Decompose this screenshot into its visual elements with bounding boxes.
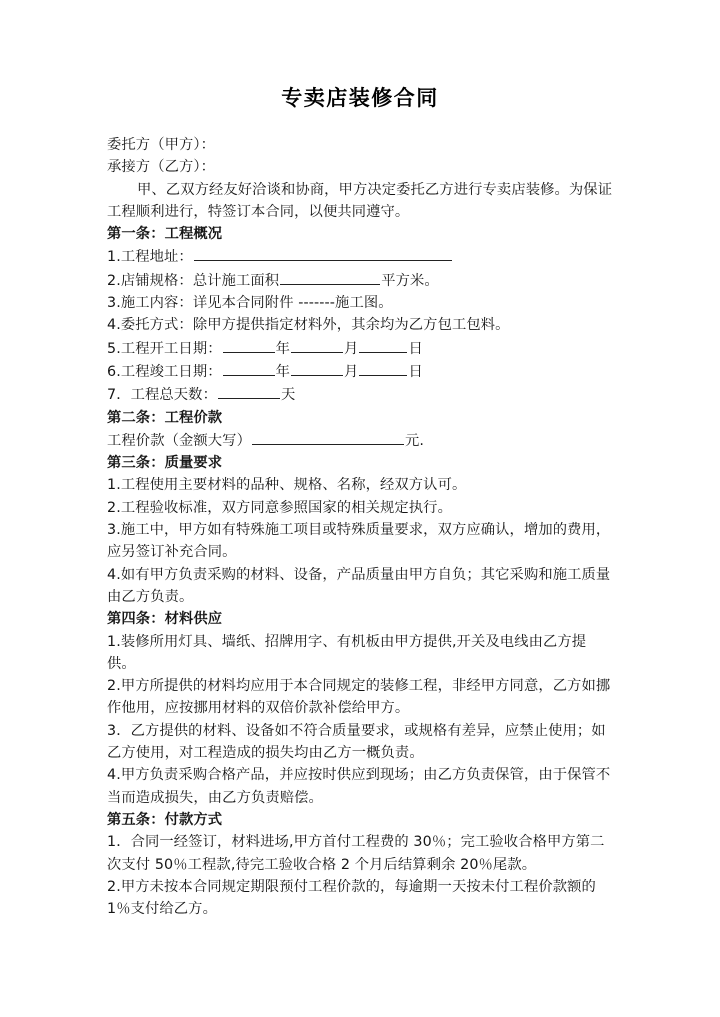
- start-month-blank[interactable]: [291, 337, 343, 353]
- item-label: 6.工程竣工日期：: [107, 363, 222, 380]
- party-b-line: 承接方（乙方）：: [107, 159, 216, 176]
- preamble-paragraph: 甲、乙双方经友好洽谈和协商，甲方决定委托乙方进行专卖店装修。为保证工程顺利进行，特签订本合同，以便共同遵守。: [107, 181, 613, 220]
- total-days-blank[interactable]: [218, 383, 280, 399]
- item-label: 5.工程开工日期：: [107, 340, 222, 357]
- start-day-blank[interactable]: [359, 337, 407, 353]
- section-2-heading: 第二条：工程价款: [107, 409, 223, 426]
- section-3-heading: 第三条：质量要求: [107, 455, 223, 472]
- year-label: 年: [275, 340, 291, 357]
- party-a-line: 委托方（甲方）：: [107, 137, 216, 153]
- day-label: 日: [408, 340, 423, 357]
- item-label: 1.工程地址：: [107, 249, 193, 266]
- section-1: [107, 223, 613, 406]
- section-3-item-3: 3.施工中，甲方如有特殊施工项目或特殊质量要求，双方应确认，增加的费用，应另签订补充合同。: [107, 522, 611, 561]
- section-5: [107, 809, 613, 920]
- section-1-item-5: [107, 337, 613, 360]
- price-blank[interactable]: [252, 429, 404, 445]
- page-title: 专卖店装修合同: [281, 86, 439, 110]
- end-day-blank[interactable]: [359, 360, 407, 376]
- item-suffix: 元.: [404, 432, 425, 449]
- section-1-item-2: [107, 269, 613, 292]
- section-4-item-1: 1.装修所用灯具、墙纸、招牌用字、有机板由甲方提供,开关及电线由乙方提供。: [107, 633, 587, 672]
- section-1-item-3: 3.施工内容：详见本合同附件 -------施工图。: [107, 295, 393, 312]
- section-1-item-4: 4.委托方式：除甲方提供指定材料外，其余均为乙方包工包料。: [107, 317, 510, 334]
- section-1-heading: 第一条：工程概况: [107, 226, 223, 243]
- section-4-heading: 第四条：材料供应: [107, 611, 223, 628]
- section-2: [107, 407, 613, 453]
- end-month-blank[interactable]: [291, 360, 343, 376]
- area-blank[interactable]: [280, 269, 380, 285]
- section-1-item-6: [107, 360, 613, 383]
- start-year-blank[interactable]: [223, 337, 275, 353]
- section-3-item-2: 2.工程验收标准，双方同意参照国家的相关规定执行。: [107, 499, 452, 516]
- month-label: 月: [344, 340, 359, 357]
- year-label: 年: [275, 363, 291, 380]
- section-4-item-4: 4.甲方负责采购合格产品，并应按时供应到现场；由乙方负责保管，由于保管不当而造成损失，由乙方负责赔偿。: [107, 767, 611, 806]
- section-3-item-4: 4.如有甲方负责采购的材料、设备，产品质量由甲方自负；其它采购和施工质量由乙方负责。: [107, 566, 611, 605]
- section-5-item-1: 1．合同一经签订，材料进场,甲方首付工程费的 30％；完工验收合格甲方第二次支付 50％工程款,待完工验收合格 2 个月后结算剩余 20％尾款。: [107, 834, 605, 873]
- item-label: 工程价款（金额大写）: [107, 432, 251, 449]
- section-1-item-7: [107, 383, 613, 406]
- item-suffix: 天: [280, 387, 296, 404]
- section-5-item-2: 2.甲方未按本合同规定期限预付工程价款的，每逾期一天按未付工程价款额的 1％支付给乙方。: [107, 878, 596, 918]
- item-suffix: 平方米。: [381, 272, 439, 289]
- month-label: 月: [344, 363, 359, 380]
- section-4-item-2: 2.甲方所提供的材料均应用于本合同规定的装修工程，非经甲方同意，乙方如挪作他用，应按挪用材料的双倍价款补偿给甲方。: [107, 678, 611, 717]
- address-blank[interactable]: [194, 245, 452, 261]
- parties-block: [107, 134, 613, 223]
- section-3-item-1: 1.工程使用主要材料的品种、规格、名称，经双方认可。: [107, 477, 467, 494]
- item-label: 2.店铺规格：总计施工面积: [107, 272, 280, 289]
- section-2-item-1: [107, 429, 613, 452]
- document-body: [107, 0, 613, 920]
- section-3: [107, 452, 613, 608]
- day-label: 日: [408, 363, 423, 380]
- section-4: [107, 608, 613, 809]
- end-year-blank[interactable]: [223, 360, 275, 376]
- section-5-heading: 第五条：付款方式: [107, 811, 223, 828]
- section-1-item-1: [107, 245, 613, 268]
- section-4-item-3: 3．乙方提供的材料、设备如不符合质量要求，或规格有差异，应禁止使用；如乙方使用，对工程造成的损失均由乙方一概负责。: [107, 722, 606, 762]
- item-label: 7．工程总天数：: [107, 387, 217, 404]
